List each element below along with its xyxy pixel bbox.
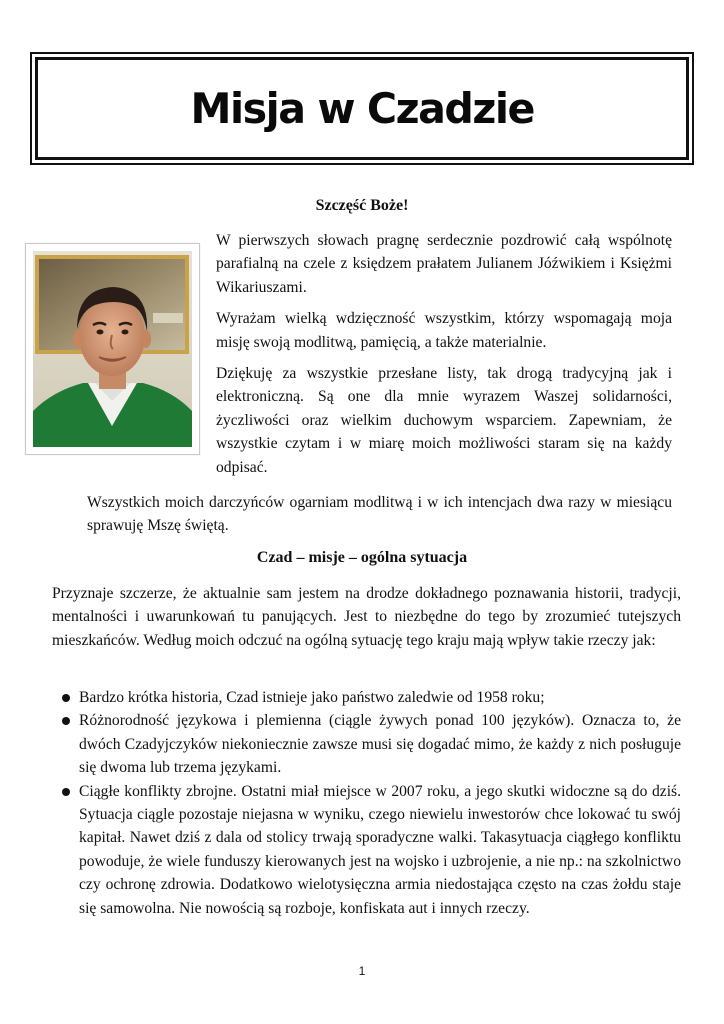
letter-paragraph-3: Dziękuję za wszystkie przesłane listy, tak drogą tradycyjną jak i elektroniczną. Są one dla mnie wyrazem Waszej solidarności, życzliwości oraz wielkim duchowym wsparciem. Zapewniam, że wszystkie czytam i w miarę moich możliwości staram się na każdy odpisać.	[216, 365, 672, 476]
bullet-list	[52, 686, 681, 920]
list-item-text: Bardzo krótka historia, Czad istnieje jako państwo zaledwie od 1958 roku;	[79, 689, 545, 706]
list-item-text: Ciągłe konflikty zbrojne. Ostatni miał miejsce w 2007 roku, a jego skutki widoczne są do dziś. Sytuacja ciągle pozostaje niejasna w wyniku, czego niewielu inwestorów chce lokować tu swój kapitał. Nawet dziś z dala od stolicy trwają sporadyczne walki. Takasytuacja ciągłego konfliktu powoduje, że wiele funduszy kierowanych jest na wojsko i uzbrojenie, a nie np.: na szkolnictwo czy ochronę zdrowia. Dodatkowo wielotysięczna armia niedostająca często na czas żołdu staje się samowolna. Nie nowością są rozboje, konfiskata aut i innych rzeczy.	[79, 782, 681, 917]
bullet-icon	[62, 788, 70, 796]
list-item	[52, 709, 681, 779]
page-number: 1	[358, 964, 366, 978]
list-item	[52, 686, 681, 709]
list-item-text: Różnorodność językowa i plemienna (ciągle żywych ponad 100 języków). Oznacza to, że dwóch Czadyjczyków niekoniecznie zawsze musi się dogadać mimo, że każdy z nich posługuje się dwoma lub trzema językami.	[79, 712, 681, 777]
section-intro-paragraph: Przyznaje szczerze, że aktualnie sam jestem na drodze dokładnego poznawania historii, tradycji, mentalności i uwarunkowań tu panujących. Jest to niezbędne do tego by zrozumieć tutejszych mieszkańców. Według moich odczuć na ogólną sytuację tego kraju mają wpływ takie rzeczy jak:	[52, 585, 681, 649]
priest-portrait-image	[33, 251, 192, 447]
bullet-icon	[62, 717, 70, 725]
section-intro	[52, 582, 681, 652]
greeting: Szczęść Boże!	[315, 197, 409, 214]
section-heading: Czad – misje – ogólna sytuacja	[256, 549, 468, 566]
letter-paragraph-4: Wszystkich moich darczyńców ogarniam modlitwą i w ich intencjach dwa razy w miesiącu sprawuję Mszę świętą.	[87, 494, 672, 535]
title-frame	[30, 52, 694, 165]
letter-paragraph-2: Wyrażam wielką wdzięczność wszystkim, którzy wspomagają moja misję swoją modlitwą, pamięcią, a także materialnie.	[216, 310, 672, 351]
page-title: Misja w Czadzie	[190, 84, 534, 133]
letter-intro	[216, 229, 672, 487]
list-item	[52, 780, 681, 920]
bullet-icon	[62, 694, 70, 702]
title-frame-inner	[35, 57, 689, 160]
letter-paragraph-1: W pierwszych słowach pragnę serdecznie pozdrowić całą wspólnotę parafialną na czele z księdzem prałatem Julianem Jóźwikiem i Księżmi Wikariuszami.	[216, 232, 672, 296]
portrait-photo	[25, 243, 200, 455]
